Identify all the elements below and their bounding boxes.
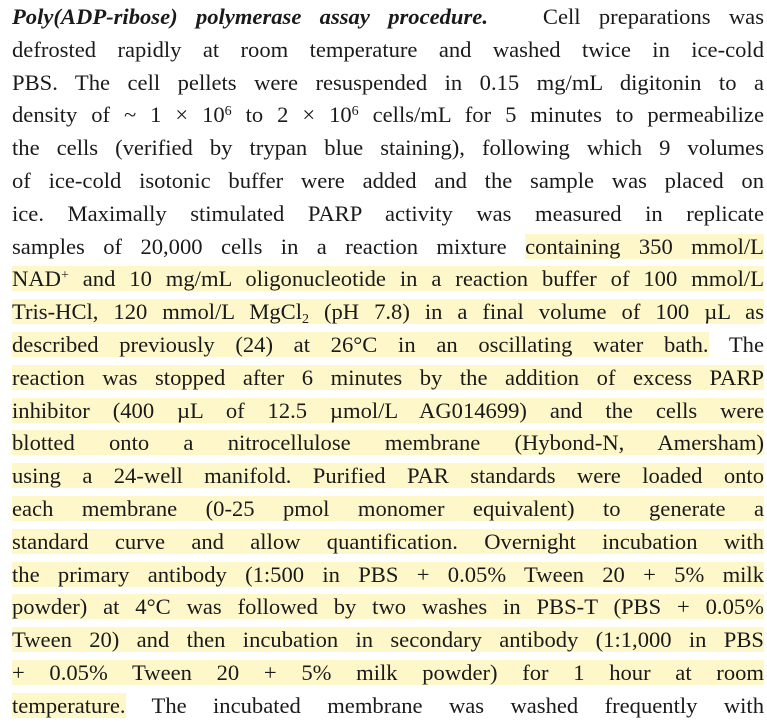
line-text: ice. Maximally stimulated PARP activity was measured in replicate xyxy=(12,200,764,226)
subscript: 2 xyxy=(301,312,309,328)
superscript: + xyxy=(60,267,69,283)
text-line xyxy=(12,1,764,34)
highlighted-text: inhibitor (400 µL of 12.5 µmol/L AG014699) and the cells were xyxy=(12,397,764,423)
highlighted-text: + 0.05% Tween 20 + 5% milk powder) for 1 hour at room xyxy=(12,659,764,685)
text-line xyxy=(12,67,764,100)
text-line xyxy=(12,624,764,657)
highlighted-text xyxy=(12,299,764,328)
highlighted-text: standard curve and allow quantification. Overnight incubation with xyxy=(12,528,764,554)
highlighted-text: Tween 20) and then incubation in secondary antibody (1:1,000 in PBS xyxy=(12,627,764,653)
line-text: Cell preparations was xyxy=(542,4,764,29)
text-line xyxy=(12,657,764,690)
text-line xyxy=(12,99,764,132)
text-line xyxy=(12,198,764,231)
highlighted-text: temperature. xyxy=(12,692,126,718)
text-line xyxy=(12,591,764,624)
highlighted-text: blotted onto a nitrocellulose membrane (Hybond-N, Amersham) xyxy=(12,430,764,456)
line-text: cells/mL for 5 minutes to permeabilize xyxy=(358,102,764,128)
highlighted-text: the primary antibody (1:500 in PBS + 0.05% Tween 20 + 5% milk xyxy=(12,561,764,587)
text-line xyxy=(12,362,764,395)
line-text: samples of 20,000 cells in a reaction mixture xyxy=(12,233,526,259)
highlighted-text: each membrane (0-25 pmol monomer equivalent) to generate a xyxy=(12,495,764,521)
line-text: The xyxy=(708,331,764,357)
text-line xyxy=(12,395,764,428)
text-line xyxy=(12,690,764,723)
line-text: and 10 mg/mL oligonucleotide in a reaction buffer of 100 mmol/L xyxy=(68,266,764,292)
paper-paragraph xyxy=(12,1,764,723)
line-text: The incubated membrane was washed frequently with xyxy=(125,692,764,718)
line-text: PBS. The cell pellets were resuspended in 0.15 mg/mL digitonin to a xyxy=(12,69,764,95)
line-text: NAD xyxy=(12,266,61,292)
text-line xyxy=(12,427,764,460)
highlighted-text: described previously (24) at 26°C in an oscillating water bath. xyxy=(12,331,709,357)
highlighted-text: powder) at 4°C was followed by two washes in PBS-T (PBS + 0.05% xyxy=(12,594,764,620)
superscript: 6 xyxy=(351,103,359,119)
highlighted-text xyxy=(12,266,764,291)
text-line xyxy=(12,231,764,264)
line-text: (pH 7.8) in a final volume of 100 µL as xyxy=(308,299,764,325)
highlighted-text: using a 24-well manifold. Purified PAR standards were loaded onto xyxy=(12,463,764,489)
text-line xyxy=(12,526,764,559)
text-line xyxy=(12,165,764,198)
line-text: defrosted rapidly at room temperature and washed twice in ice-cold xyxy=(12,36,764,62)
text-line xyxy=(12,296,764,329)
text-line xyxy=(12,263,764,296)
text-line xyxy=(12,460,764,493)
line-text: to 2 × 10 xyxy=(231,102,352,128)
text-line xyxy=(12,132,764,165)
line-text: the cells (verified by trypan blue staining), following which 9 volumes xyxy=(12,135,764,161)
text-line xyxy=(12,559,764,592)
line-text: Tris-HCl, 120 mmol/L MgCl xyxy=(12,299,302,325)
superscript: 6 xyxy=(224,103,232,119)
highlighted-text: containing 350 mmol/L xyxy=(525,233,764,259)
section-title: Poly(ADP-ribose) polymerase assay procedure. xyxy=(12,4,488,29)
text-line xyxy=(12,493,764,526)
text-line xyxy=(12,329,764,362)
highlighted-text: reaction was stopped after 6 minutes by the addition of excess PARP xyxy=(12,364,764,390)
line-text: density of ~ 1 × 10 xyxy=(12,102,225,128)
text-line xyxy=(12,34,764,67)
line-text: of ice-cold isotonic buffer were added and the sample was placed on xyxy=(12,167,764,193)
